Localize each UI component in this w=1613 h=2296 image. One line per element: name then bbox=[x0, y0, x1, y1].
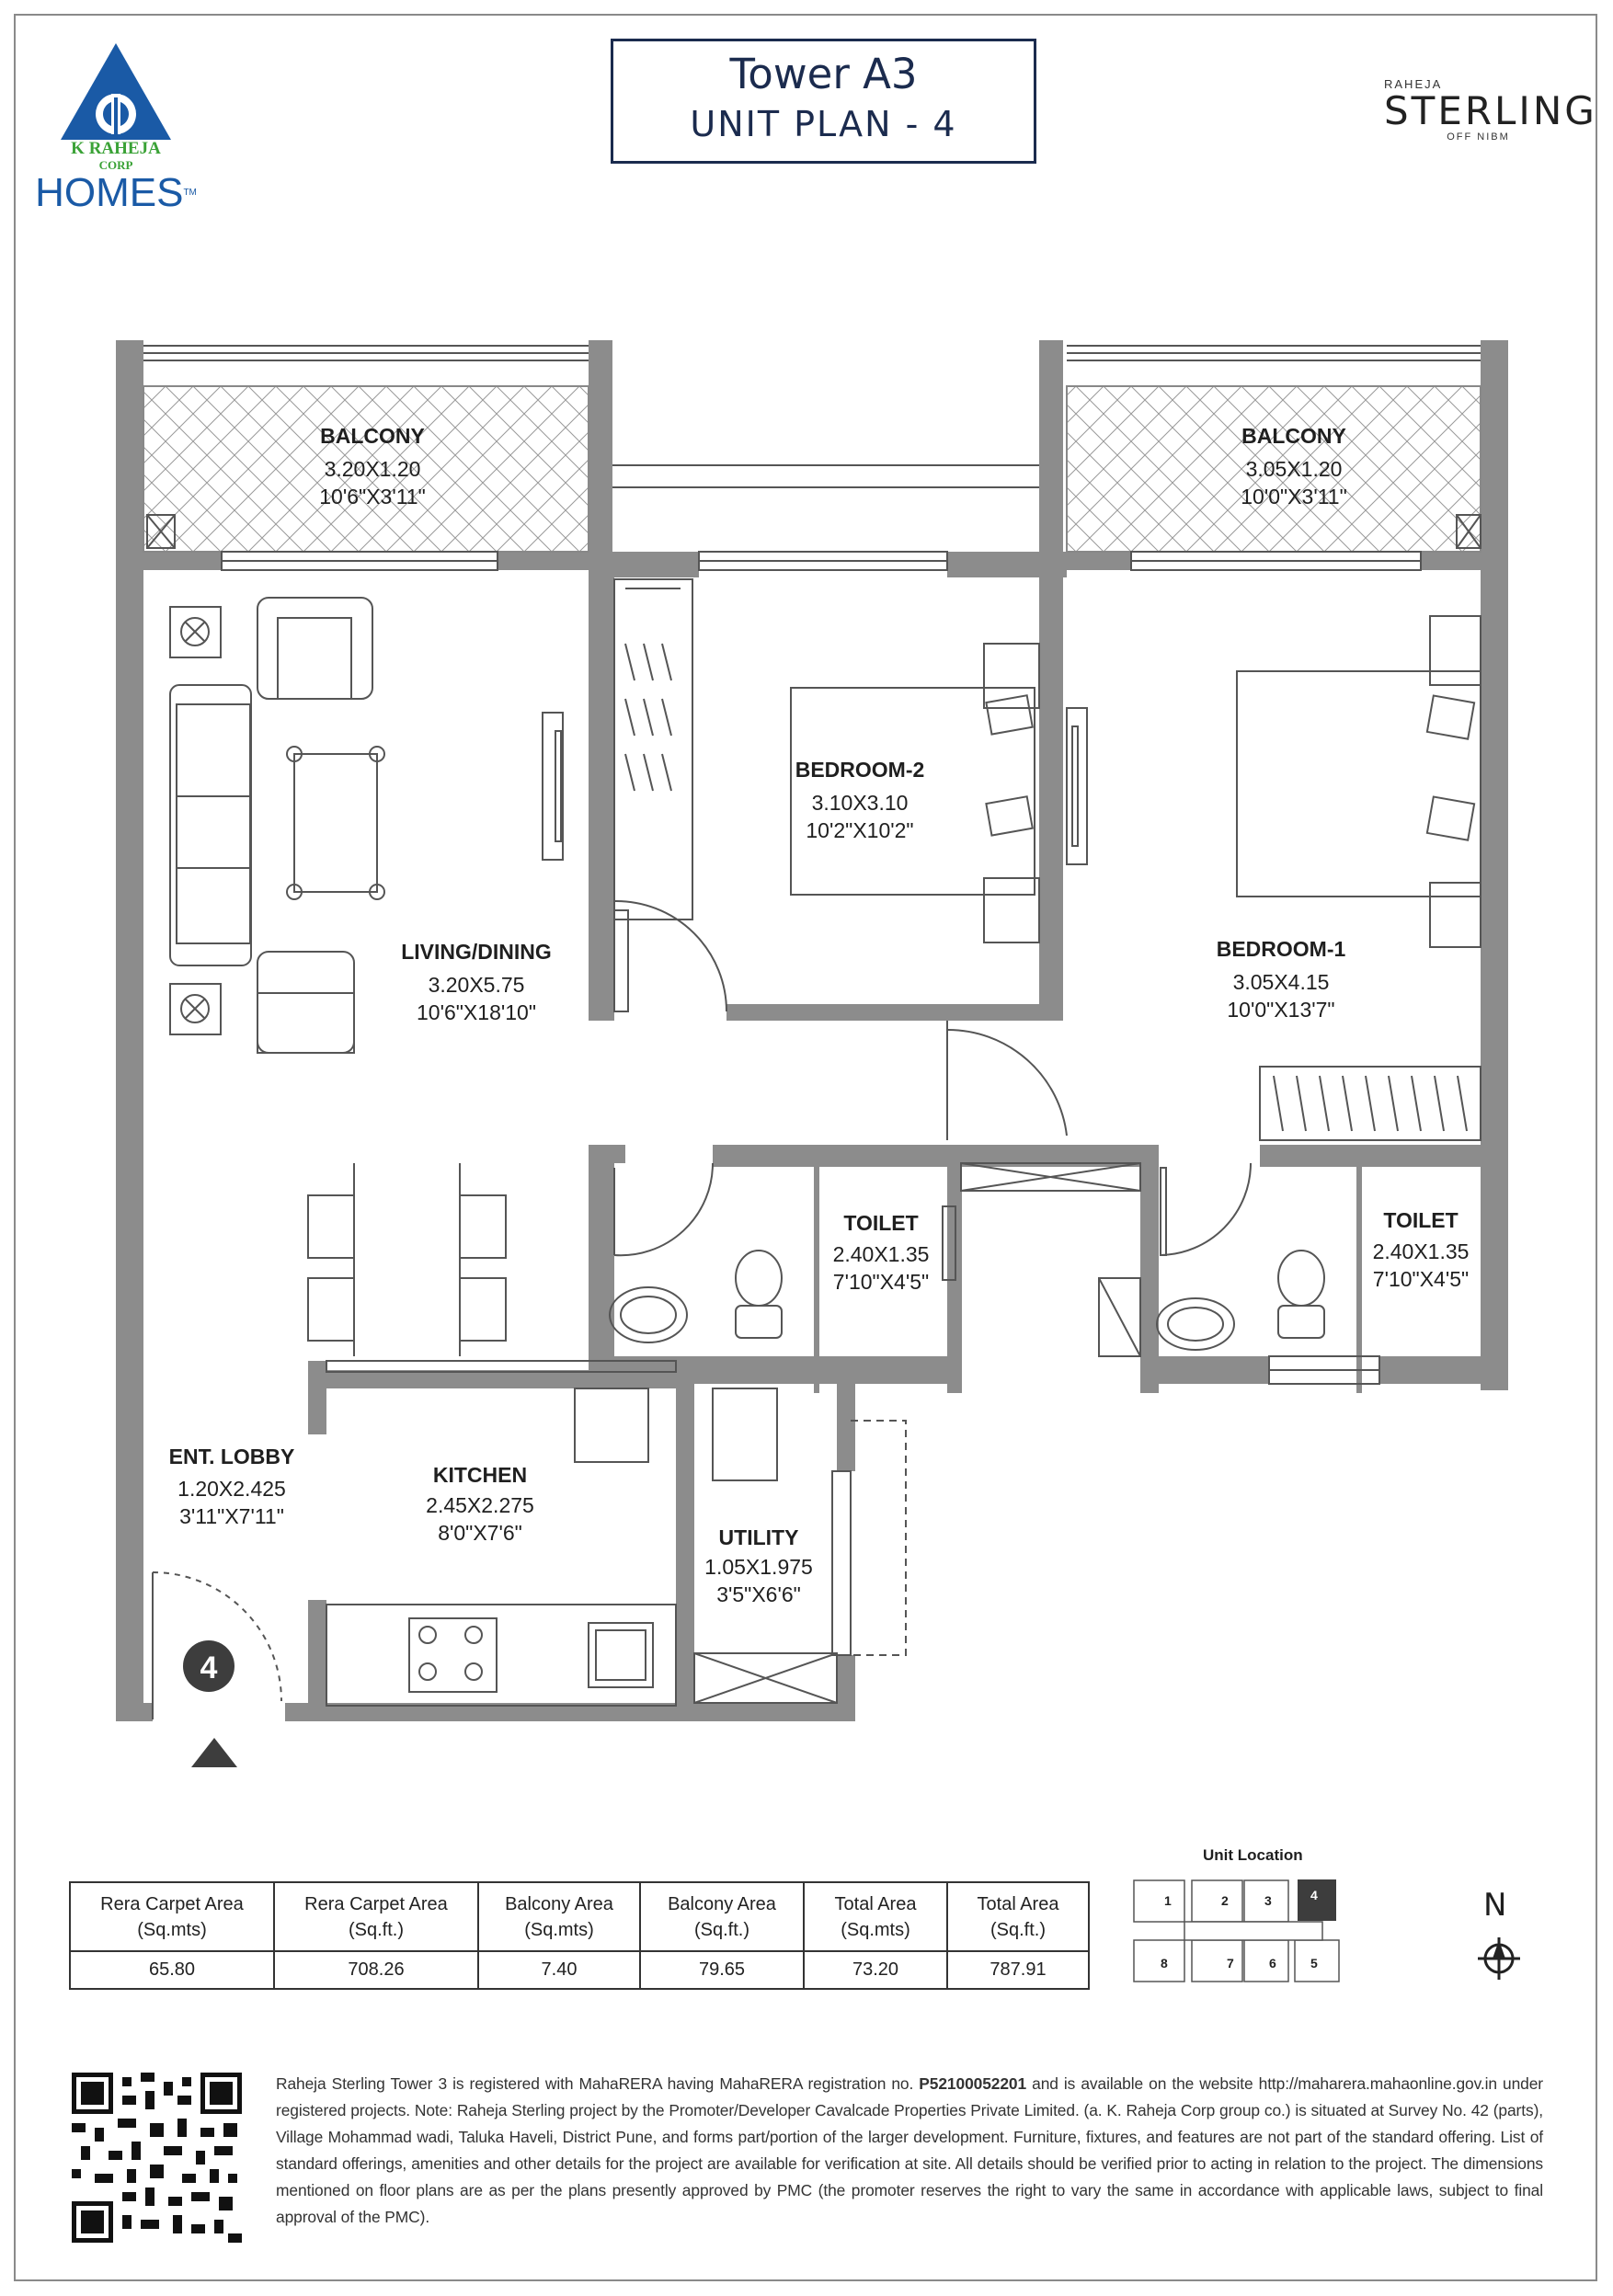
north-label: N bbox=[1483, 1887, 1507, 1924]
unit-location-2: 2 bbox=[1221, 1893, 1229, 1908]
unit-location-8: 8 bbox=[1161, 1956, 1168, 1970]
bedroom2-name: BEDROOM-2 bbox=[795, 758, 925, 782]
bedroom2-metric: 3.10X3.10 bbox=[811, 791, 909, 815]
qr-code-icon bbox=[72, 2073, 242, 2243]
tower-title: Tower A3 bbox=[729, 50, 918, 98]
unit-plan-title: UNIT PLAN - 4 bbox=[690, 104, 957, 144]
sterling-prefix: RAHEJA bbox=[1384, 77, 1443, 91]
kitchen-imperial: 8'0"X7'6" bbox=[438, 1521, 522, 1545]
unit-location-6: 6 bbox=[1269, 1956, 1276, 1970]
logo-brand-line3: HOMES™ bbox=[35, 170, 197, 215]
entry-arrow-icon bbox=[191, 1738, 237, 1767]
area-table bbox=[69, 1881, 1090, 1990]
area-header-cell: Rera Carpet Area (Sq.ft.) bbox=[274, 1882, 478, 1951]
area-value-cell: 73.20 bbox=[804, 1951, 947, 1989]
balcony-left-name: BALCONY bbox=[320, 424, 425, 448]
sterling-suffix: OFF NIBM bbox=[1447, 131, 1510, 143]
area-header-cell: Balcony Area (Sq.mts) bbox=[478, 1882, 640, 1951]
utility-metric: 1.05X1.975 bbox=[704, 1555, 813, 1579]
ent-lobby-name: ENT. LOBBY bbox=[168, 1445, 295, 1468]
unit-location-7: 7 bbox=[1227, 1956, 1234, 1970]
toilet-left-name: TOILET bbox=[843, 1211, 919, 1235]
toilet-right-metric: 2.40X1.35 bbox=[1372, 1239, 1470, 1263]
unit-location-title: Unit Location bbox=[1203, 1846, 1303, 1864]
balcony-right-name: BALCONY bbox=[1241, 424, 1346, 448]
area-header-cell: Balcony Area (Sq.ft.) bbox=[640, 1882, 804, 1951]
toilet-left-metric: 2.40X1.35 bbox=[832, 1242, 930, 1266]
logo-brand-line1: K RAHEJA bbox=[71, 139, 161, 158]
balcony-right-metric: 3.05X1.20 bbox=[1245, 457, 1343, 481]
balcony-left-imperial: 10'6"X3'11" bbox=[319, 485, 426, 508]
bedroom2-imperial: 10'2"X10'2" bbox=[806, 818, 914, 842]
living-imperial: 10'6"X18'10" bbox=[417, 1000, 536, 1024]
rera-registration-number: P52100052201 bbox=[919, 2074, 1027, 2093]
bedroom2-furniture bbox=[614, 579, 1087, 1140]
toilet-right-imperial: 7'10"X4'5" bbox=[1372, 1267, 1470, 1291]
unit-number-text: 4 bbox=[200, 1651, 218, 1685]
utility-imperial: 3'5"X6'6" bbox=[716, 1582, 801, 1606]
ent-lobby-imperial: 3'11"X7'11" bbox=[179, 1504, 284, 1528]
bedroom1-metric: 3.05X4.15 bbox=[1232, 970, 1330, 994]
unit-location-5: 5 bbox=[1310, 1956, 1318, 1970]
balcony-left-metric: 3.20X1.20 bbox=[324, 457, 421, 481]
bedroom1-furniture bbox=[1237, 616, 1481, 1140]
unit-location-3: 3 bbox=[1264, 1893, 1272, 1908]
toilet-left-imperial: 7'10"X4'5" bbox=[832, 1270, 930, 1294]
living-name: LIVING/DINING bbox=[401, 940, 552, 964]
area-value-cell: 65.80 bbox=[70, 1951, 274, 1989]
toilet-right-name: TOILET bbox=[1383, 1208, 1459, 1232]
area-header-cell: Rera Carpet Area (Sq.mts) bbox=[70, 1882, 274, 1951]
bedroom1-name: BEDROOM-1 bbox=[1216, 937, 1346, 961]
area-value-cell: 79.65 bbox=[640, 1951, 804, 1989]
area-table-header-row bbox=[70, 1882, 1089, 1951]
area-value-cell: 7.40 bbox=[478, 1951, 640, 1989]
unit-location-keyplan bbox=[1129, 1839, 1396, 1995]
unit-location-4: 4 bbox=[1310, 1888, 1318, 1902]
living-metric: 3.20X5.75 bbox=[428, 973, 525, 997]
disclaimer-text: Raheja Sterling Tower 3 is registered with MahaRERA having MahaRERA registration no. P52100052201 and is available on the website http://maharera.mahaonline.gov.in under registered projects. Note: Raheja Sterling project by the Promoter/Developer Cavalcade Properties Private Limited. (a. K. Raheja Corp group co.) is situated at Survey No. 42 (parts), Village Mohammad wadi, Taluka Haveli, District Pune, and forms part/portion of the larger development. Furniture, fixtures, and features are not part of the standard offering. List of standard offerings, amenities and other details for the project are available for verification at site. All details should be verified prior to acting in relation to the project. The dimensions mentioned on floor plans are as per the plans presently approved by PMC (the promoter reserves the right to vary the same in accordance with applicable laws, subject to final approval of the PMC). bbox=[276, 2074, 1543, 2226]
area-value-cell: 708.26 bbox=[274, 1951, 478, 1989]
balcony-right-imperial: 10'0"X3'11" bbox=[1241, 485, 1347, 508]
kitchen-metric: 2.45X2.275 bbox=[426, 1493, 534, 1517]
kitchen-name: KITCHEN bbox=[432, 1463, 528, 1487]
area-header-cell: Total Area (Sq.ft.) bbox=[947, 1882, 1089, 1951]
unit-location-1: 1 bbox=[1164, 1893, 1172, 1908]
area-value-cell: 787.91 bbox=[947, 1951, 1089, 1989]
north-compass-icon bbox=[1476, 1936, 1522, 1982]
logo-brand-line2: CORP bbox=[98, 158, 133, 172]
ent-lobby-metric: 1.20X2.425 bbox=[177, 1477, 286, 1501]
bathroom-fixtures bbox=[610, 1163, 1379, 1384]
area-header-cell: Total Area (Sq.mts) bbox=[804, 1882, 947, 1951]
area-table-value-row bbox=[70, 1951, 1089, 1989]
sterling-name: STERLING bbox=[1384, 88, 1597, 133]
utility-name: UTILITY bbox=[718, 1525, 799, 1549]
bedroom1-imperial: 10'0"X13'7" bbox=[1227, 998, 1335, 1022]
